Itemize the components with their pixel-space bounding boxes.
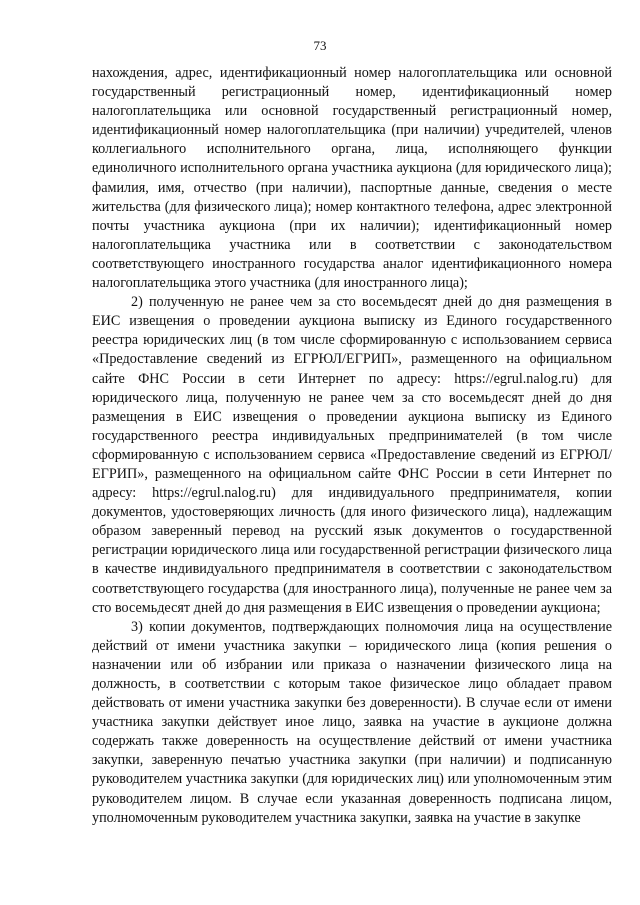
page-number: 73 — [313, 38, 327, 53]
document-body — [92, 64, 612, 828]
paragraph-item-2: 2) полученную не ранее чем за сто восемьдесят дней до дня размещения в ЕИС извещения о проведении аукциона выписку из Единого государственного реестра юридических лиц (в том числе сформированную с использованием сервиса «Предоставление сведений из ЕГРЮЛ/ЕГРИП», размещенного на официальном сайте ФНС России в сети Интернет по адресу: https://egrul.nalog.ru) для юридического лица, полученную не ранее чем за сто восемьдесят дней до дня размещения в ЕИС извещения о проведении аукциона выписку из Единого государственного реестра индивидуальных предпринимателей (в том числе сформированную с использованием сервиса «Предоставление сведений из ЕГРЮЛ/ЕГРИП», размещенного на официальном сайте ФНС России в сети Интернет по адресу: https://egrul.nalog.ru) для индивидуального предпринимателя, копии документов, удостоверяющих личность (для иного физического лица), надлежащим образом заверенный перевод на русский язык документов о государственной регистрации юридического лица или государственной регистрации физического лица в качестве индивидуального предпринимателя в соответствии с законодательством соответствующего государства (для иностранного лица), полученные не ранее чем за сто восемьдесят дней до дня размещения в ЕИС извещения о проведении аукциона; — [92, 294, 612, 616]
paragraph-continuation: нахождения, адрес, идентификационный номер налогоплательщика или основной государственный регистрационный номер, идентификационный номер налогоплательщика или основной государственный регистрационный номер, идентификационный номер налогоплательщика (при наличии) учредителей, членов коллегиального исполнительного органа, лица, исполняющего функции единоличного исполнительного органа участника аукциона (для юридического лица); фамилия, имя, отчество (при наличии), паспортные данные, сведения о месте жительства (для физического лица); номер контактного телефона, адрес электронной почты участника аукциона (при их наличии); идентификационный номер налогоплательщика участника или в соответствии с законодательством соответствующего иностранного государства аналог идентификационного номера налогоплательщика этого участника (для иностранного лица); — [92, 65, 612, 292]
paragraph-item-3: 3) копии документов, подтверждающих полномочия лица на осуществление действий от имени участника закупки – юридического лица (копия решения о назначении или об избрании или приказа о назначении физического лица на должность, в соответствии с которым такое физическое лицо обладает правом действовать от имени участника закупки без доверенности). В случае если от имени участника закупки действует иное лицо, заявка на участие в аукционе должна содержать также доверенность на осуществление действий от имени участника закупки, заверенную печатью участника закупки (при наличии) и подписанную руководителем участника закупки (для юридических лиц) или уполномоченным этим руководителем лицом. В случае если указанная доверенность подписана лицом, уполномоченным руководителем участника закупки, заявка на участие в закупке — [92, 618, 612, 826]
